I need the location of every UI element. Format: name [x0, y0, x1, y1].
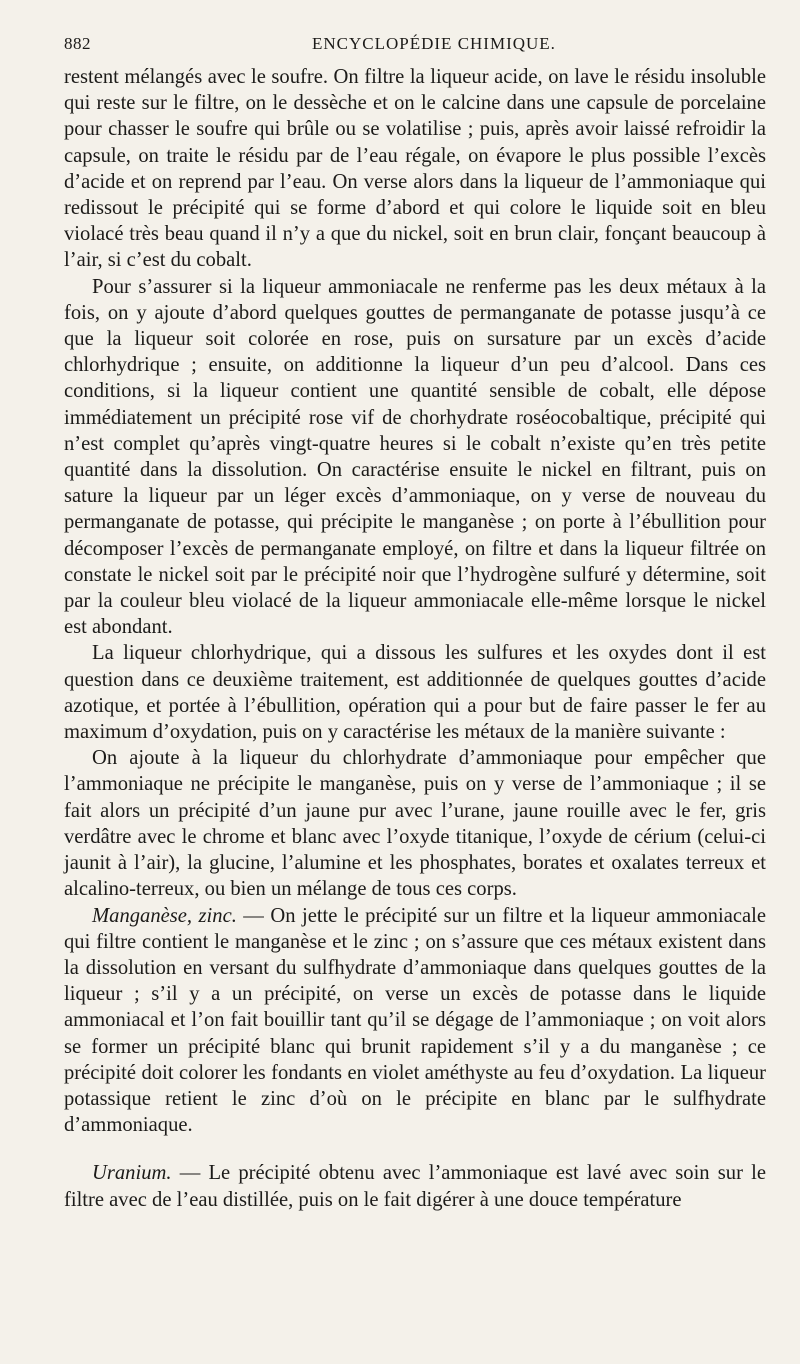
page-header — [64, 34, 766, 64]
section-manganese-zinc — [64, 903, 766, 1139]
page-number: 882 — [64, 34, 91, 53]
paragraph-1: restent mélangés avec le soufre. On filtre la liqueur acide, on lave le résidu insoluble qui reste sur le filtre, on le dessèche et on le calcine dans une capsule de porcelaine pour chasser le soufre qui brûle ou se volatilise ; puis, après avoir laissé refroidir la capsule, on traite le résidu par de l’eau régale, on évapore le plus possible l’excès d’acide et on reprend par l’eau. On verse alors dans la liqueur de l’ammoniaque qui redissout le précipité qui se forme d’abord et qui colore le liquide soit en bleu violacé très beau quand il n’y a que du nickel, soit en brun clair, fonçant beaucoup à l’air, si c’est du cobalt. — [64, 66, 766, 272]
running-title: ENCYCLOPÉDIE CHIMIQUE. — [312, 34, 556, 53]
section-uranium — [64, 1160, 766, 1212]
section-text-manganese-zinc: — On jette le précipité sur un filtre et la liqueur ammoniacale qui filtre contient le manganèse et le zinc ; on s’assure que ces métaux existent dans la dissolution en versant du sulfhydrate d’ammoniaque dans quelques gouttes de la liqueur ; s’il y a un précipité, on verse un excès de potasse dans le liquide ammoniacal et l’on fait bouillir tant qu’il se dégage de l’ammoniaque ; on voit alors se former un précipité blanc qui brunit rapidement s’il y a du manganèse ; ce précipité doit colorer les fondants en violet améthyste au feu d’oxydation. La liqueur potassique retient le zinc d’où on le précipite en blanc par le sulfhydrate d’ammoniaque. — [64, 904, 766, 1137]
paragraph-3: La liqueur chlorhydrique, qui a dissous les sulfures et les oxydes dont il est question dans ce deuxième traitement, est additionnée de quelques gouttes d’acide azotique, et portée à l’ébullition, opération qui a pour but de faire passer le fer au maximum d’oxydation, puis on y caractérise les métaux de la manière suivante : — [64, 642, 766, 744]
section-text-uranium: — Le précipité obtenu avec l’ammoniaque est lavé avec soin sur le filtre avec de l’eau distillée, puis on le fait digérer à une douce température — [64, 1162, 766, 1211]
paragraph-2: Pour s’assurer si la liqueur ammoniacale ne renferme pas les deux métaux à la fois, on y ajoute d’abord quelques gouttes de permanganate de potasse jusqu’à ce que la liqueur soit colorée en rose, puis on sursature par un excès d’acide chlorhydrique ; ensuite, on additionne la liqueur d’un peu d’alcool. Dans ces conditions, si la liqueur contient une quantité sensible de cobalt, elle dépose immédiatement un précipité rose vif de chorhydrate roséocobaltique, précipité qui n’est complet qu’après vingt-quatre heures si le cobalt n’existe qu’en très petite quantité dans la dissolution. On caractérise ensuite le nickel en filtrant, puis on sature la liqueur par un léger excès d’ammoniaque, on y verse de nouveau du permanganate de potasse, qui précipite le manganèse ; on porte à l’ébullition pour décomposer l’excès de permanganate employé, on filtre et dans la liqueur filtrée on constate le nickel soit par le précipité noir que l’hydrogène sulfuré y détermine, soit par la couleur bleu violacé de la liqueur ammoniacale elle-même lorsque le nickel est abondant. — [64, 275, 766, 639]
page-body — [64, 64, 766, 1213]
section-title-uranium: Uranium. — [92, 1162, 172, 1185]
paragraph-4: On ajoute à la liqueur du chlorhydrate d’ammoniaque pour empêcher que l’ammoniaque ne précipite le manganèse, puis on y verse de l’ammoniaque ; il se fait alors un précipité d’un jaune pur avec l’urane, jaune rouille avec le fer, gris verdâtre avec le chrome et blanc avec l’oxyde titanique, l’oxyde de cérium (celui-ci jaunit à l’air), la glucine, l’alumine et les phosphates, borates et oxalates terreux et alcalino-terreux, ou bien un mélange de tous ces corps. — [64, 747, 766, 901]
section-title-manganese-zinc: Manganèse, zinc. — [92, 904, 237, 927]
